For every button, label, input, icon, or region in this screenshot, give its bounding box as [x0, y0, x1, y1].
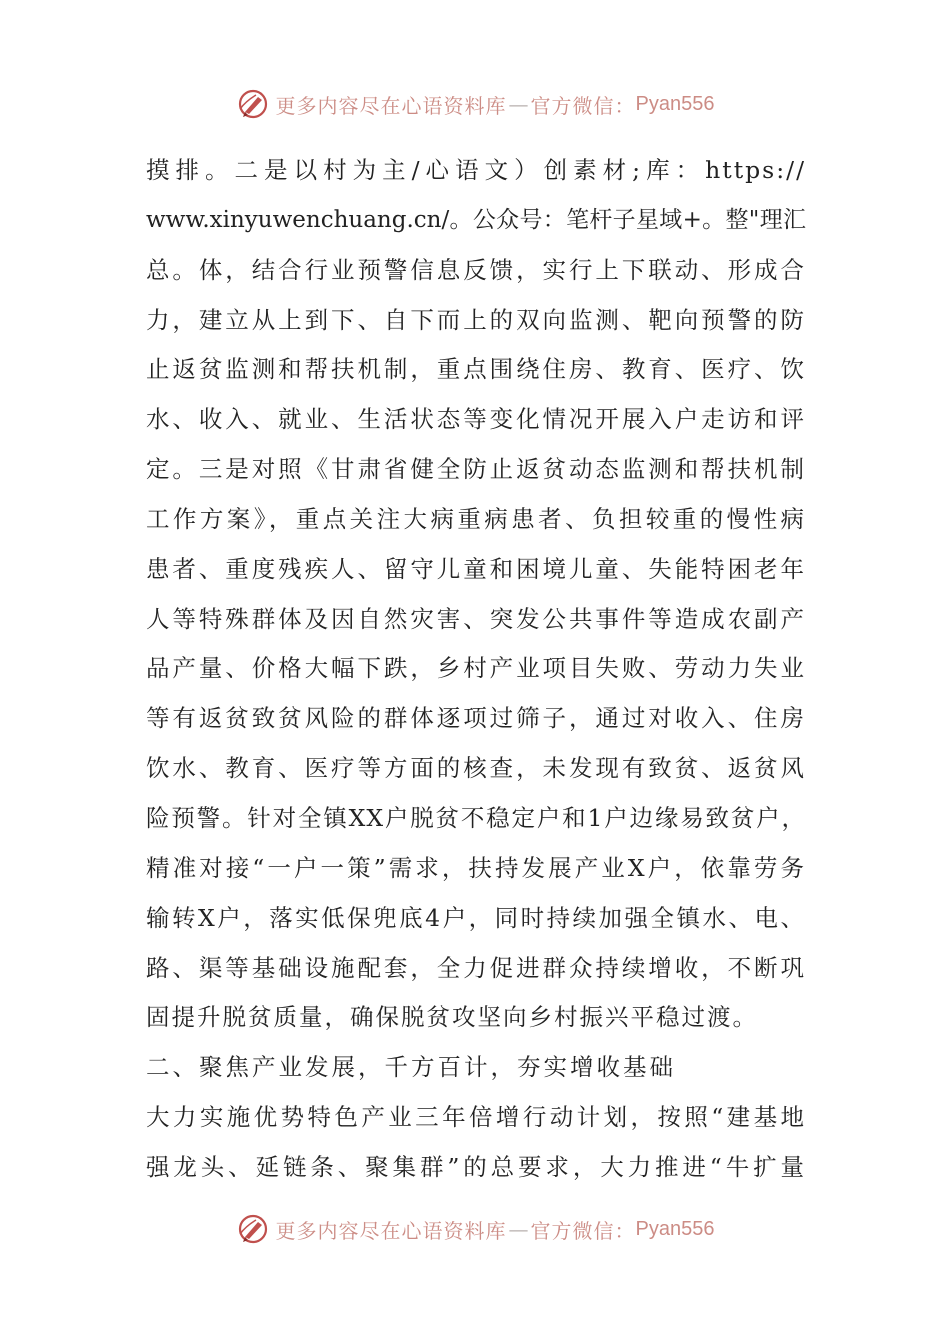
- watermark-id: Pyan556: [635, 92, 715, 115]
- text-line: 精准对接“一户一策”需求，扶持发展产业X户，依靠劳务: [146, 853, 806, 882]
- watermark-text: 更多内容尽在心语资料库: [275, 1218, 507, 1243]
- text-line: 大力实施优势特色产业三年倍增行动计划，按照“建基地: [146, 1103, 806, 1132]
- footer-watermark: [0, 1209, 950, 1249]
- pen-circle-logo-icon: [236, 1212, 270, 1246]
- text-line: 险预警。针对全镇XX户脱贫不稳定户和1户边缘易致贫户，: [146, 803, 806, 832]
- watermark-id: Pyan556: [635, 1217, 715, 1240]
- text-line: 总。体，结合行业预警信息反馈，实行上下联动、形成合: [146, 255, 806, 284]
- header-watermark: [0, 84, 950, 124]
- document-body: [146, 146, 806, 1193]
- watermark-contact: 官方微信：: [530, 1218, 636, 1243]
- text-line: 固提升脱贫质量，确保脱贫攻坚向乡村振兴平稳过渡。: [146, 1003, 758, 1032]
- text-line: 路、渠等基础设施配套，全力促进群众持续增收，不断巩: [146, 953, 806, 982]
- text-line: 工作方案》，重点关注大病重病患者、负担较重的慢性病: [146, 504, 806, 533]
- text-line: www.xinyuwenchuang.cn/。公众号：笔杆子星域+。整"理汇: [146, 206, 806, 233]
- section-heading: 二、聚焦产业发展，千方百计，夯实增收基础: [146, 1053, 676, 1082]
- watermark-contact: 官方微信：: [530, 93, 636, 118]
- text-line: 摸排。二是以村为主/心语文）创素材;库：https://: [146, 156, 806, 184]
- text-line: 饮水、教育、医疗等方面的核查，未发现有致贫、返贫风: [146, 754, 806, 783]
- watermark-text: 更多内容尽在心语资料库: [275, 93, 507, 118]
- text-line: 患者、重度残疾人、留守儿童和困境儿童、失能特困老年: [146, 554, 806, 583]
- text-line: 输转X户，落实低保兜底4户，同时持续加强全镇水、电、: [146, 903, 806, 932]
- text-line: 定。三是对照《甘肃省健全防止返贫动态监测和帮扶机制: [146, 455, 806, 484]
- text-line: 力，建立从上到下、自下而上的双向监测、靶向预警的防: [146, 305, 806, 334]
- text-line: 止返贫监测和帮扶机制，重点围绕住房、教育、医疗、饮: [146, 355, 806, 384]
- pen-circle-logo-icon: [236, 87, 270, 121]
- text-line: 等有返贫致贫风险的群体逐项过筛子，通过对收入、住房: [146, 704, 806, 733]
- text-line: 品产量、价格大幅下跌，乡村产业项目失败、劳动力失业: [146, 654, 806, 683]
- watermark-separator: —: [508, 92, 529, 116]
- text-line: 人等特殊群体及因自然灾害、突发公共事件等造成农副产: [146, 604, 806, 633]
- text-line: 强龙头、延链条、聚集群”的总要求，大力推进“牛扩量: [146, 1152, 806, 1181]
- text-line: 水、收入、就业、生活状态等变化情况开展入户走访和评: [146, 405, 806, 434]
- watermark-separator: —: [508, 1217, 529, 1241]
